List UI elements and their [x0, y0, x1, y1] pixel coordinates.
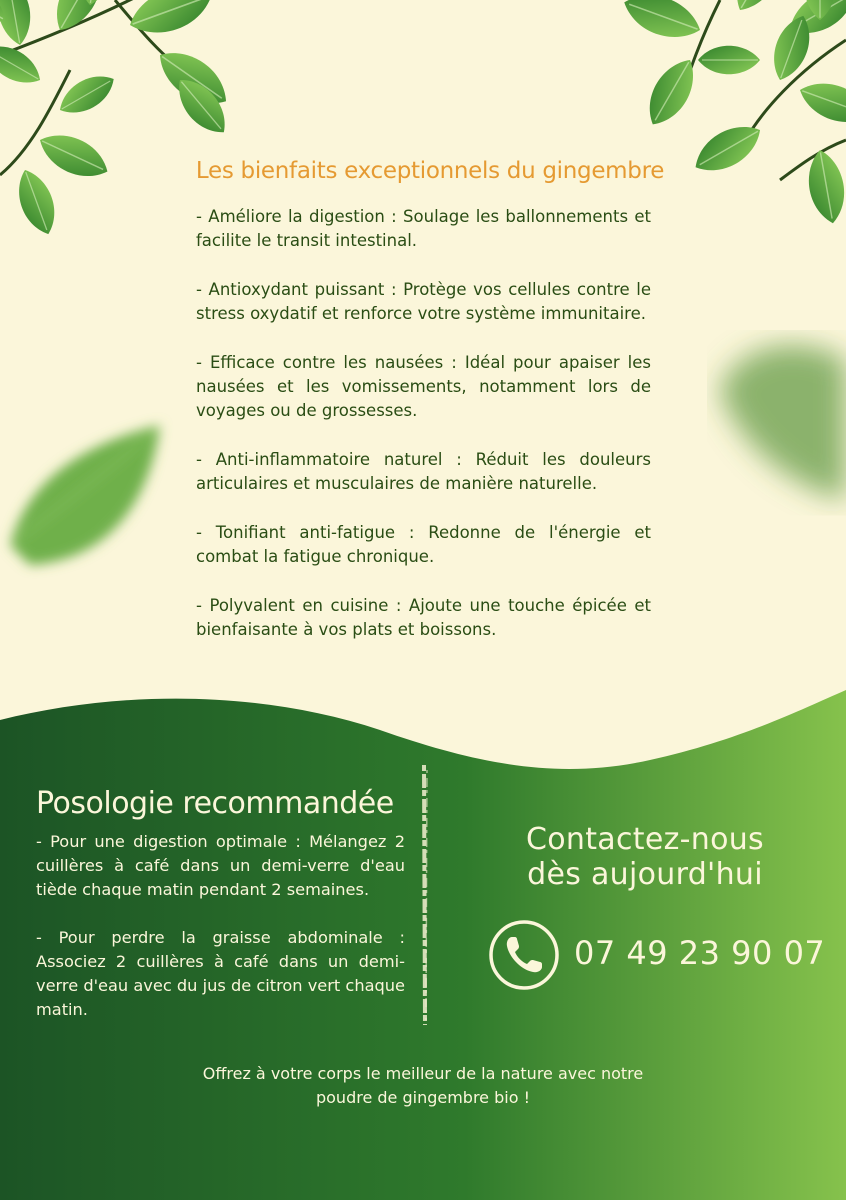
benefit-cooking: - Polyvalent en cuisine : Ajoute une touche épicée et bienfaisante à vos plats et boissons. — [196, 596, 651, 639]
phone-icon — [488, 919, 560, 991]
benefit-digestion: - Améliore la digestion : Soulage les ballonnements et facilite le transit intestinal. — [196, 207, 651, 250]
closing-message — [160, 1062, 686, 1110]
benefit-antioxidant: - Antioxydant puissant : Protège vos cellules contre le stress oxydatif et renforce votre système immunitaire. — [196, 280, 651, 323]
benefit-anti-inflammatory: - Anti-inflammatoire naturel : Réduit les douleurs articulaires et musculaires de manière naturelle. — [196, 450, 651, 493]
posologie-title: Posologie recommandée — [36, 786, 394, 821]
benefits-title: Les bienfaits exceptionnels du gingembre — [195, 158, 665, 184]
closing-line2: poudre de gingembre bio ! — [315, 1088, 530, 1107]
benefit-nausea: - Efficace contre les nausées : Idéal pour apaiser les nausées et les vomissements, notamment lors de voyages ou de grossesses. — [196, 353, 651, 420]
contact-title — [480, 822, 810, 892]
closing-line1: Offrez à votre corps le meilleur de la nature avec notre — [202, 1064, 644, 1083]
posologie-digestion: - Pour une digestion optimale : Mélangez 2 cuillères à café dans un demi-verre d'eau tiède chaque matin pendant 2 semaines. — [36, 832, 405, 899]
posologie-list — [36, 830, 405, 1046]
benefit-anti-fatigue: - Tonifiant anti-fatigue : Redonne de l'énergie et combat la fatigue chronique. — [196, 523, 651, 566]
contact-title-line2: dès aujourd'hui — [527, 857, 763, 892]
phone-number[interactable]: 07 49 23 90 07 — [574, 934, 826, 972]
posologie-abdominal: - Pour perdre la graisse abdominale : Associez 2 cuillères à café dans un demi-verre d'eau avec du jus de citron vert chaque matin. — [36, 928, 405, 1019]
contact-title-line1: Contactez-nous — [526, 822, 764, 857]
